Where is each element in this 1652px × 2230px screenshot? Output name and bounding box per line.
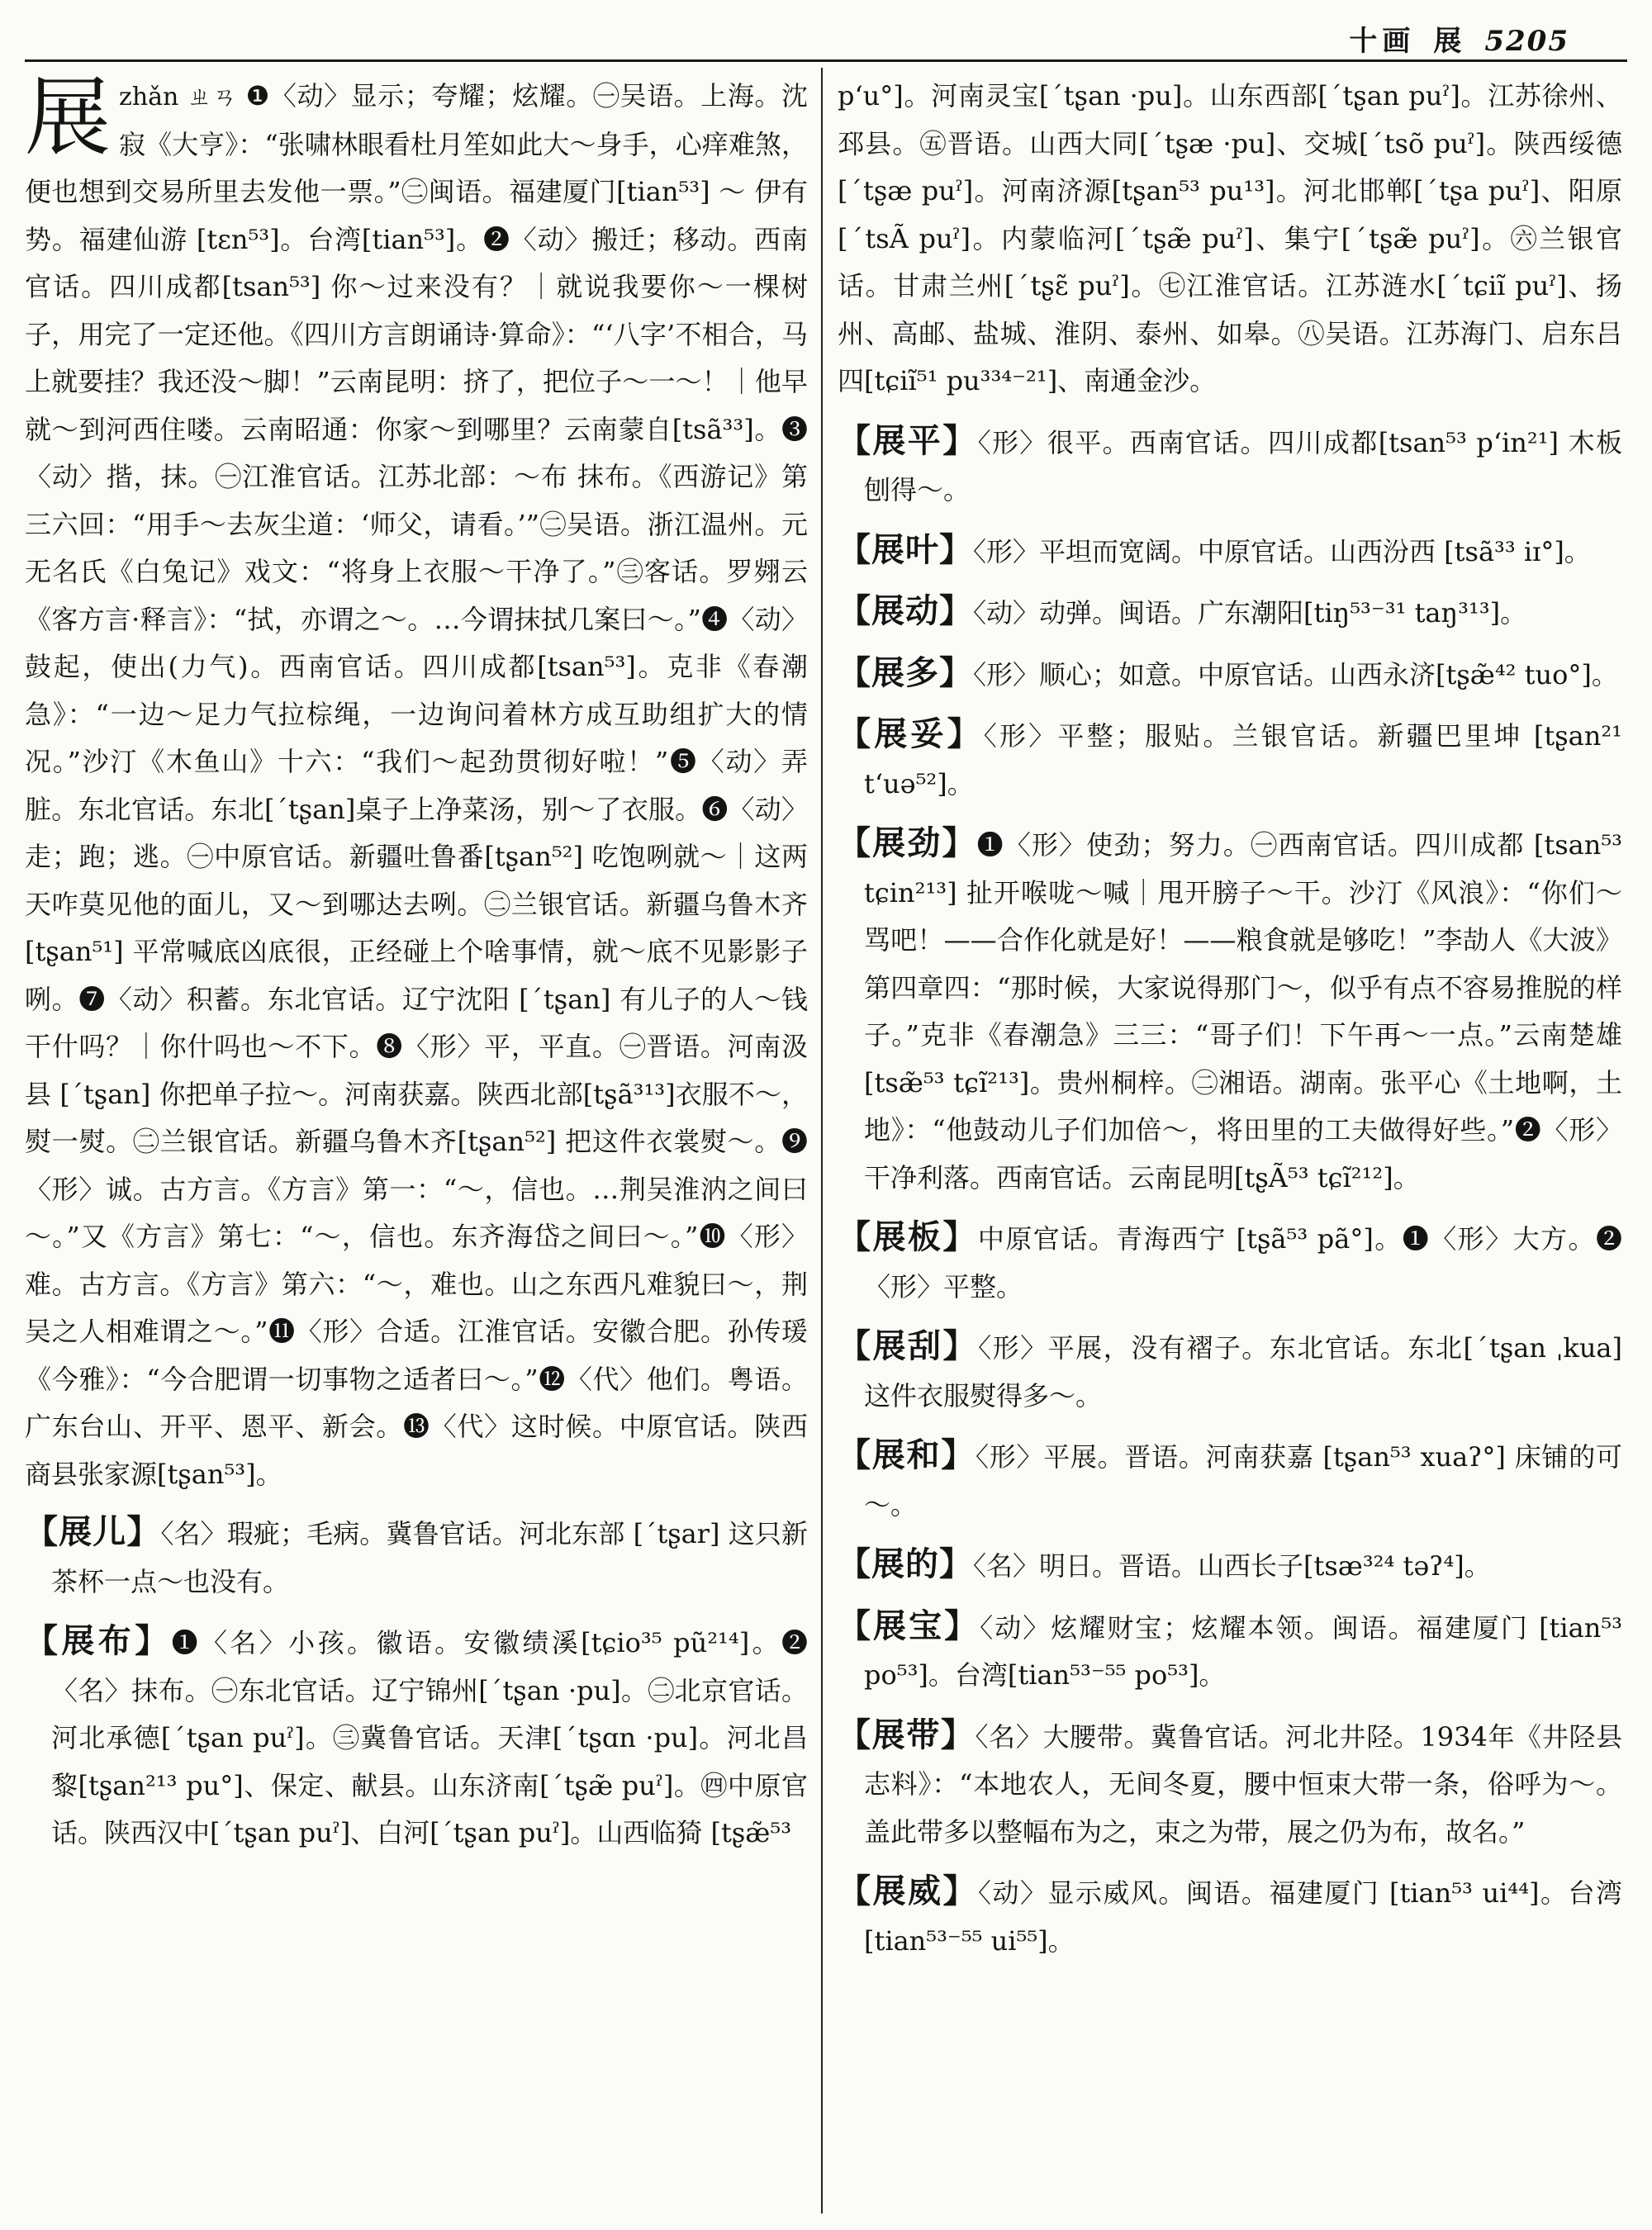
entry-definition: ❶〈名〉小孩。徽语。安徽绩溪[tɕio³⁵ pũ²¹⁴]。❷〈名〉抹布。㊀东北官话。辽宁锦州[ˊtʂan ·pu]。㊁北京官话。河北承德[ˊtʂan puˀ]。㊂冀鲁官话。天津[ˊtʂɑn ·pu]。河北昌黎[tʂan²¹³ pu°]、保定、献县。山东济南[ˊtʂæ̃ puˀ]。㊃中原官话。陕西汉中[ˊtʂan puˀ]、白河[ˊtʂan puˀ]。山西临猗 [tʂæ̃⁵³ [51,1627,808,1848]
column-divider [821,68,823,2213]
entry-zhande [838,1540,1622,1591]
header-rule [25,59,1627,62]
entry-definition: ❶〈形〉使劲；努力。㊀西南官话。四川成都 [tsan⁵³ tɕin²¹³] 扯开喉咙～喊｜甩开膀子～干。沙汀《风浪》：“你们～骂吧！——合作化就是好！——粮食就是够吃！”李劼人《大波》第四章四：“那时候，大家说得那门～，似乎有点不容易推脱的样子。”克非《春潮急》三三：“哥子们！下午再～一点。”云南楚雄[tsæ̃⁵³ tɕĩ²¹³]。贵州桐梓。㊁湘语。湖南。张平心《土地啊，土地》：“他鼓动儿子们加倍～，将田里的工夫做得好些。”❷〈形〉干净利落。西南官话。云南昆明[tʂÃ⁵³ tɕĩ²¹²]。 [864,829,1622,1193]
entry-zhangua [838,1322,1622,1420]
entry-headword: 【展宝】 [838,1606,980,1645]
left-column [25,73,808,2222]
entry-zhanduo [838,649,1622,700]
entry-zhanhe [838,1431,1622,1529]
entry-headword: 【展布】 [25,1621,172,1660]
entry-definition: 〈形〉平展。晋语。河南获嘉 [tʂan⁵³ xuaʔ°] 床铺的可～。 [864,1441,1622,1521]
entry-zhanye [838,526,1622,576]
entry-zhanbao [838,1602,1622,1700]
entry-definition: 中原官话。青海西宁 [tʂã⁵³ pã°]。❶〈形〉大方。❷〈形〉平整。 [864,1223,1622,1302]
entry-zhanbu [25,1617,808,1858]
entry-zhaner [25,1508,808,1606]
main-entry [25,73,808,1498]
entry-zhandong [838,587,1622,638]
entry-headword: 【展威】 [838,1872,978,1910]
entry-definition: 〈形〉顺心；如意。中原官话。山西永济[tʂæ̃⁴² tuo°]。 [973,658,1618,690]
entry-definition: 〈动〉动弹。闽语。广东潮阳[tiŋ⁵³⁻³¹ taŋ³¹³]。 [973,597,1527,629]
page-header [33,18,1619,58]
entry-zhanwei [838,1867,1622,1965]
entry-definition: 〈形〉平坦而宽阔。中原官话。山西汾西 [tsã³³ iɪ°]。 [973,535,1591,567]
header-character: 展 [1433,25,1467,58]
running-head [1331,18,1569,59]
entry-definition: 〈名〉瑕疵；毛病。冀鲁官话。河北东部 [ˊtʂar] 这只新茶杯一点～也没有。 [51,1518,808,1597]
entry-headword: 【展的】 [838,1544,973,1583]
entry-zhanban [838,1213,1622,1311]
entry-definition: 〈名〉明日。晋语。山西长子[tsæ³²⁴ təʔ⁴]。 [973,1550,1491,1582]
entry-headword: 【展刮】 [838,1326,979,1365]
entry-headword: 【展妥】 [838,714,984,753]
entry-headword: 【展平】 [838,420,978,460]
entry-headword: 【展多】 [838,652,973,692]
continued-text: p‘u°]。河南灵宝[ˊtʂan ·pu]。山东西部[ˊtʂan puˀ]。江苏徐州、邳县。㊄晋语。山西大同[ˊtʂæ ·pu]、交城[ˊtsõ puˀ]。陕西绥德[ˊtʂæ puˀ]。河南济源[tʂan⁵³ pu¹³]。河北邯郸[ˊtʂa puˀ]、阳原[ˊtsÃ puˀ]。内蒙临河[ˊtʂæ̃ puˀ]、集宁[ˊtʂæ̃ puˀ]。㊅兰银官话。甘肃兰州[ˊtʂɛ̃ puˀ]。㊆江淮官话。江苏涟水[ˊtɕiĩ puˀ]、扬州、高邮、盐城、淮阴、泰州、如皋。㊇吴语。江苏海门、启东吕四[tɕiĩ⁵¹ pu³³⁴⁻²¹]、南通金沙。 [838,80,1622,396]
entry-zhanjin [838,819,1622,1202]
entry-headword: 【展和】 [838,1435,976,1474]
entry-headword: 【展叶】 [838,529,973,569]
entry-headword: 【展儿】 [25,1512,161,1551]
entry-zhanping [838,417,1622,515]
entry-definition: 〈动〉炫耀财宝；炫耀本领。闽语。福建厦门 [tian⁵³ po⁵³]。台湾[tian⁵³⁻⁵⁵ po⁵³]。 [864,1611,1622,1691]
entry-headword: 【展劲】 [838,823,977,862]
entry-headword: 【展板】 [838,1217,978,1256]
entry-definition: 〈形〉很平。西南官话。四川成都[tsan⁵³ p‘in²¹] 木板刨得～。 [864,426,1622,505]
stroke-count: 十画 [1349,25,1416,58]
main-headword: 展 [25,73,112,168]
page-number: 5205 [1484,25,1569,58]
entry-definition: 〈动〉显示威风。闽语。福建厦门 [tian⁵³ ui⁴⁴]。台湾[tian⁵³⁻⁵⁵ ui⁵⁵]。 [864,1877,1622,1957]
entry-zhandai [838,1711,1622,1857]
main-definition: ❶〈动〉显示；夸耀；炫耀。㊀吴语。上海。沈寂《大亨》：“张啸林眼看杜月笙如此大～身手，心痒难煞，便也想到交易所里去发他一票。”㊁闽语。福建厦门[tian⁵³] ～ 伊有势。福建仙游 [tɛn⁵³]。台湾[tian⁵³]。❷〈动〉搬迁；移动。西南官话。四川成都[tsan⁵³] 你～过来没有？｜就说我要你～一棵树子，用完了一定还他。《四川方言朗诵诗·算命》：“‘八字’不相合，马上就要挂？我还没～脚！”云南昆明：挤了，把位子～一～！｜他早就～到河西住喽。云南昭通：你家～到哪里？云南蒙自[tsã³³]。❸〈动〉揩，抹。㊀江淮官话。江苏北部：～布 抹布。《西游记》第三六回：“用手～去灰尘道：‘师父，请看。’”㊁吴语。浙江温州。元无名氏《白兔记》戏文：“将身上衣服～干净了。”㊂客话。罗翙云《客方言·释言》：“拭，亦谓之～。…今谓抹拭几案曰～。”❹〈动〉鼓起，使出(力气)。西南官话。四川成都[tsan⁵³]。克非《春潮急》：“一边～足力气拉棕绳，一边询问着林方成互助组扩大的情况。”沙汀《木鱼山》十六：“我们～起劲贯彻好啦！”❺〈动〉弄脏。东北官话。东北[ˊtʂan]桌子上净菜汤，别～了衣服。❻〈动〉走；跑；逃。㊀中原官话。新疆吐鲁番[tʂan⁵²] 吃饱咧就～｜这两天咋莫见他的面儿，又～到哪达去咧。㊁兰银官话。新疆乌鲁木齐 [tʂan⁵¹] 平常喊底凶底很，正经碰上个啥事情，就～底不见影影子咧。❼〈动〉积蓄。东北官话。辽宁沈阳 [ˊtʂan] 有儿子的人～钱干什吗？｜你什吗也～不下。❽〈形〉平，平直。㊀晋语。河南汲县 [ˊtʂan] 你把单子拉～。河南获嘉。陕西北部[tʂã³¹³]衣服不～，熨一熨。㊁兰银官话。新疆乌鲁木齐[tʂan⁵²] 把这件衣裳熨～。❾〈形〉诚。古方言。《方言》第一：“～，信也。…荆吴淮汭之间曰～。”又《方言》第七：“～，信也。东齐海岱之间曰～。”❿〈形〉难。古方言。《方言》第六：“～，难也。山之东西凡难貌曰～，荆吴之人相难谓之～。”⓫〈形〉合适。江淮官话。安徽合肥。孙传瑗《今雅》：“今合肥谓一切事物之适者曰～。”⓬〈代〉他们。粤语。广东台山、开平、恩平、新会。⓭〈代〉这时候。中原官话。陕西商县张家源[tʂan⁵³]。 [25,80,808,1490]
entry-definition: 〈形〉平整；服贴。兰银官话。新疆巴里坤 [tʂan²¹ t‘uə⁵²]。 [864,720,1622,799]
entry-zhantuo [838,710,1622,808]
entry-headword: 【展带】 [838,1715,976,1754]
main-pronunciation: zhǎn ㄓㄢ [119,83,238,112]
entry-definition: 〈形〉平展，没有褶子。东北官话。东北[ˊtʂan ˌkua] 这件衣服熨得多～。 [864,1332,1622,1412]
entry-definition: 〈名〉大腰带。冀鲁官话。河北井陉。1934年《井陉县志料》：“本地农人，无间冬夏，腰中恒束大带一条，俗呼为～。盖此带多以整幅布为之，束之为带，展之仍为布，故名。” [864,1720,1622,1848]
right-column [838,73,1622,2222]
entry-headword: 【展动】 [838,591,973,630]
